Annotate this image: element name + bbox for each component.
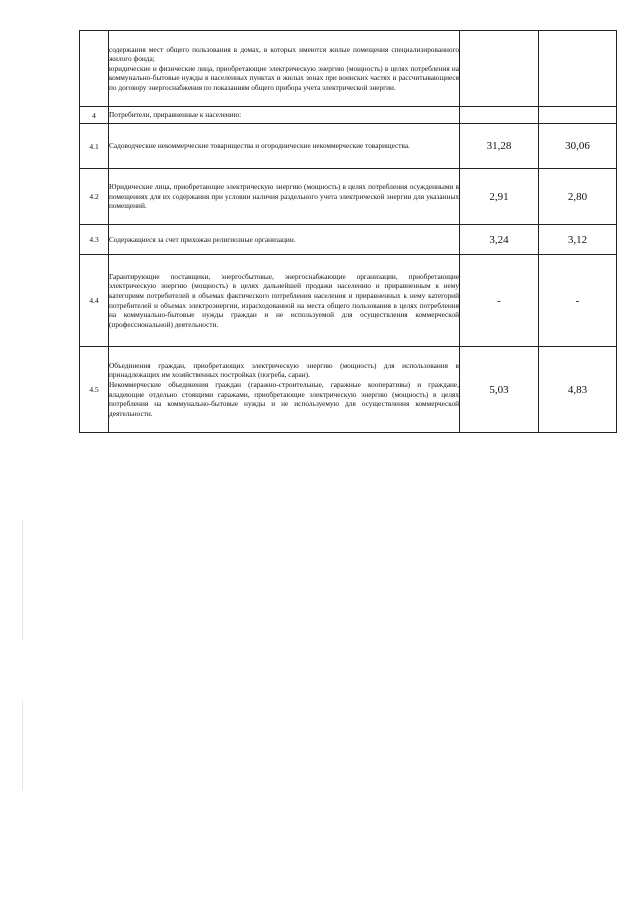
tariff-value-2: - xyxy=(539,255,617,347)
table-row xyxy=(80,31,617,107)
row-number xyxy=(80,31,109,107)
description-paragraph: юридические и физические лица, приобретающие электрическую энергию (мощность) в целях потребления на коммунально-бытовые нужды в населенных пунктах и жилых зонах при воинских частях и рассчитывающиеся по договору энергоснабжения по показаниям общего прибора учета электрической энергии. xyxy=(109,63,459,92)
table-row xyxy=(80,169,617,225)
tariff-value-2: 4,83 xyxy=(539,347,617,433)
description-paragraph: Юридические лица, приобретающие электрическую энергию (мощность) в целях потребления осужденными в помещениях для их содержания при условии наличия раздельного учета электрической энергии для указанных помещений. xyxy=(109,182,459,211)
tariff-value-2: 3,12 xyxy=(539,225,617,255)
scan-margin-line xyxy=(22,700,23,790)
row-number: 4.1 xyxy=(80,124,109,169)
tariff-value-1: - xyxy=(460,255,539,347)
tariff-value-2: 2,80 xyxy=(539,169,617,225)
description-paragraph: Некоммерческие объединения граждан (гаражно-строительные, гаражные кооперативы) и граждане, владеющие отдельно стоящими гаражами, приобретающие электрическую энергию (мощность) в целях потребления на коммунально-бытовые нужды и не используемую для осуществления коммерческой деятельности. xyxy=(109,379,459,418)
row-description xyxy=(109,347,460,433)
row-description xyxy=(109,225,460,255)
tariff-value-2: 30,06 xyxy=(539,124,617,169)
tariff-value-2 xyxy=(539,31,617,107)
tariff-table xyxy=(79,30,617,433)
tariff-value-1: 3,24 xyxy=(460,225,539,255)
description-paragraph: Садоводческие некоммерческие товарищества и огороднические некоммерческие товарищества. xyxy=(109,141,410,151)
row-number: 4.4 xyxy=(80,255,109,347)
row-number: 4.5 xyxy=(80,347,109,433)
row-number: 4 xyxy=(80,107,109,124)
tariff-value-1: 31,28 xyxy=(460,124,539,169)
row-description xyxy=(109,31,460,107)
table-row xyxy=(80,225,617,255)
row-number: 4.3 xyxy=(80,225,109,255)
table-row xyxy=(80,107,617,124)
row-description xyxy=(109,255,460,347)
tariff-value-1 xyxy=(460,31,539,107)
tariff-value-1: 2,91 xyxy=(460,169,539,225)
table-row xyxy=(80,347,617,433)
table-row xyxy=(80,124,617,169)
description-paragraph: Объединения граждан, приобретающих электрическую энергию (мощность) для использования в принадлежащих им хозяйственных постройках (погреба, сараи). xyxy=(109,360,459,380)
description-paragraph: содержания мест общего пользования в домах, в которых имеются жилые помещения специализированного жилого фонда; xyxy=(109,44,459,64)
table-row xyxy=(80,255,617,347)
description-paragraph: Потребители, приравненные к населению: xyxy=(109,110,242,120)
description-paragraph: Содержащиеся за счет прихожан религиозные организации. xyxy=(109,234,296,244)
row-description xyxy=(109,107,460,124)
description-paragraph: Гарантирующие поставщики, энергосбытовые, энергоснабжающие организации, приобретающие электрическую энергию (мощность) в целях дальнейшей продажи населению и приравненным к нему категориям потребителей в объемах фактического потребления населения и приравненных к нему категорий потребителей и объемах электроэнергии, израсходованной на места общего пользования в целях потребления на коммунально-бытовые нужды граждан и не используемой для осуществления коммерческой (профессиональной) деятельности. xyxy=(109,271,459,329)
tariff-value-1 xyxy=(460,107,539,124)
row-description xyxy=(109,124,460,169)
tariff-value-2 xyxy=(539,107,617,124)
tariff-value-1: 5,03 xyxy=(460,347,539,433)
scan-margin-line xyxy=(22,520,23,640)
row-number: 4.2 xyxy=(80,169,109,225)
row-description xyxy=(109,169,460,225)
